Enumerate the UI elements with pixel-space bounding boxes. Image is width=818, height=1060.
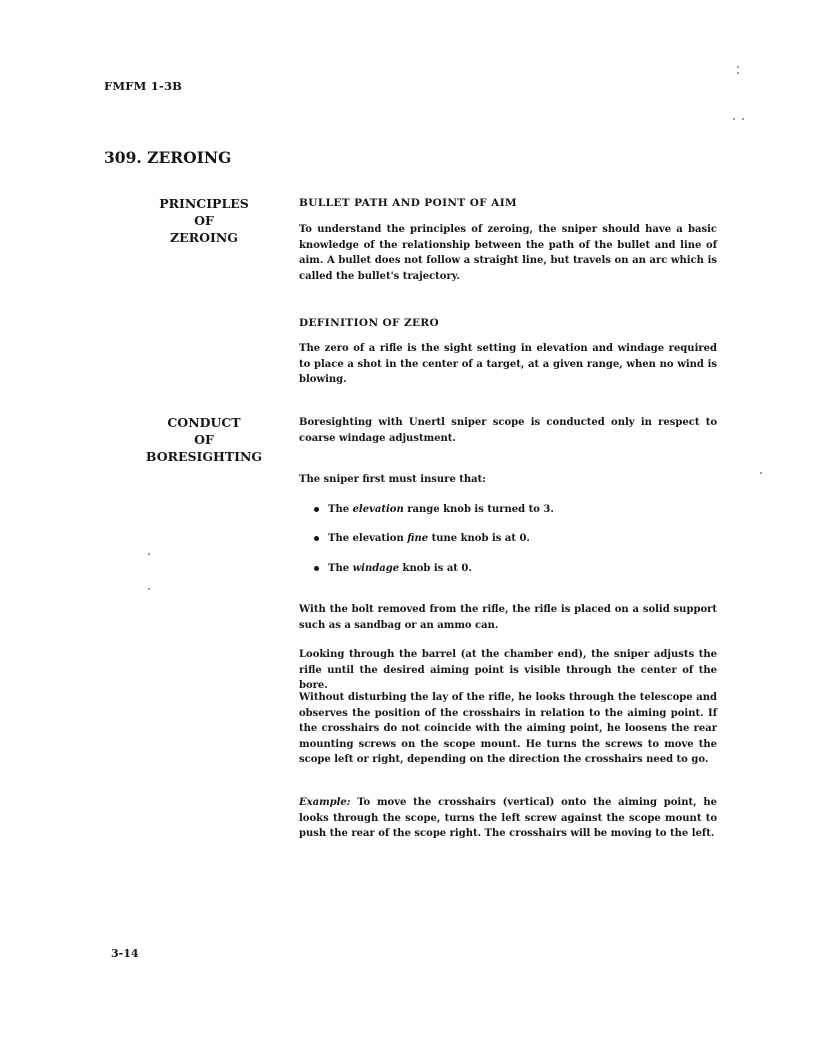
bullet-text: The xyxy=(328,504,353,515)
bullet-text: knob is at 0. xyxy=(399,563,472,574)
side-heading-line: BORESIGHTING xyxy=(145,449,263,464)
bullet-dot-icon xyxy=(314,536,319,541)
paragraph-bolt-removed: With the bolt removed from the rifle, the rifle is placed on a solid support such as a sandbag or an ammo can. xyxy=(299,604,717,631)
bullet-item xyxy=(314,561,472,576)
scan-speck xyxy=(733,118,735,120)
example-label: Example: xyxy=(299,797,351,808)
bullet-emphasis: windage xyxy=(352,563,400,574)
side-heading-boresighting xyxy=(124,414,284,465)
bullet-text: The elevation xyxy=(328,533,408,544)
side-heading-line: OF xyxy=(194,432,214,447)
side-heading-line: CONDUCT xyxy=(167,415,241,430)
side-heading-line: PRINCIPLES xyxy=(159,196,249,211)
scan-speck xyxy=(148,553,150,555)
paragraph-example xyxy=(299,795,717,842)
bullet-text: tune knob is at 0. xyxy=(428,533,530,544)
scan-speck xyxy=(737,66,739,68)
scan-speck xyxy=(742,118,744,120)
scan-speck xyxy=(148,588,150,590)
bullet-emphasis: fine xyxy=(407,533,429,544)
side-heading-line: OF xyxy=(194,213,214,228)
paragraph-crosshairs-adjustment: Without disturbing the lay of the rifle, he looks through the telescope and observes the position of the crosshairs in relation to the aiming point. If the crosshairs do not coincide with the aiming point, he loosens the rear mounting screws on the scope mount. He turns the screws to move the scope left or right, depending on the direction the crosshairs need to go. xyxy=(299,692,717,765)
bullet-dot-icon xyxy=(314,507,319,512)
example-text: To move the crosshairs (vertical) onto the aiming point, he looks through the scope, turns the left screw against the scope mount to push the rear of the scope right. The crosshairs will be moving to the left. xyxy=(299,797,717,839)
bullet-text: The xyxy=(328,563,353,574)
bullet-dot-icon xyxy=(314,566,319,571)
bullet-item xyxy=(314,531,530,546)
scan-speck xyxy=(737,72,739,74)
paragraph-bullet-path: To understand the principles of zeroing, the sniper should have a basic knowledge of the relationship between the path of the bullet and line of aim. A bullet does not follow a straight line, but travels on an arc which is called the bullet's trajectory. xyxy=(299,224,717,282)
paragraph-boresighting-intro: Boresighting with Unertl sniper scope is conducted only in respect to coarse windage adjustment. xyxy=(299,417,717,444)
side-heading-line: ZEROING xyxy=(170,230,238,245)
subheading-definition-of-zero: DEFINITION OF ZERO xyxy=(299,317,440,329)
paragraph-looking-through-barrel: Looking through the barrel (at the chamber end), the sniper adjusts the rifle until the desired aiming point is visible through the center of the bore. xyxy=(299,649,717,691)
scan-speck xyxy=(760,472,762,474)
paragraph-definition-of-zero: The zero of a rifle is the sight setting in elevation and windage required to place a shot in the center of a target, at a given range, when no wind is blowing. xyxy=(299,343,717,385)
bullet-emphasis: elevation xyxy=(352,504,404,515)
side-heading-principles xyxy=(124,195,284,246)
document-id-header: FMFM 1-3B xyxy=(104,79,183,93)
bullet-text: range knob is turned to 3. xyxy=(403,504,554,515)
section-title: 309. ZEROING xyxy=(104,148,232,167)
subheading-bullet-path: BULLET PATH AND POINT OF AIM xyxy=(299,197,518,209)
paragraph-must-insure: The sniper first must insure that: xyxy=(299,474,486,485)
page-number: 3-14 xyxy=(111,947,139,960)
bullet-item xyxy=(314,502,554,517)
